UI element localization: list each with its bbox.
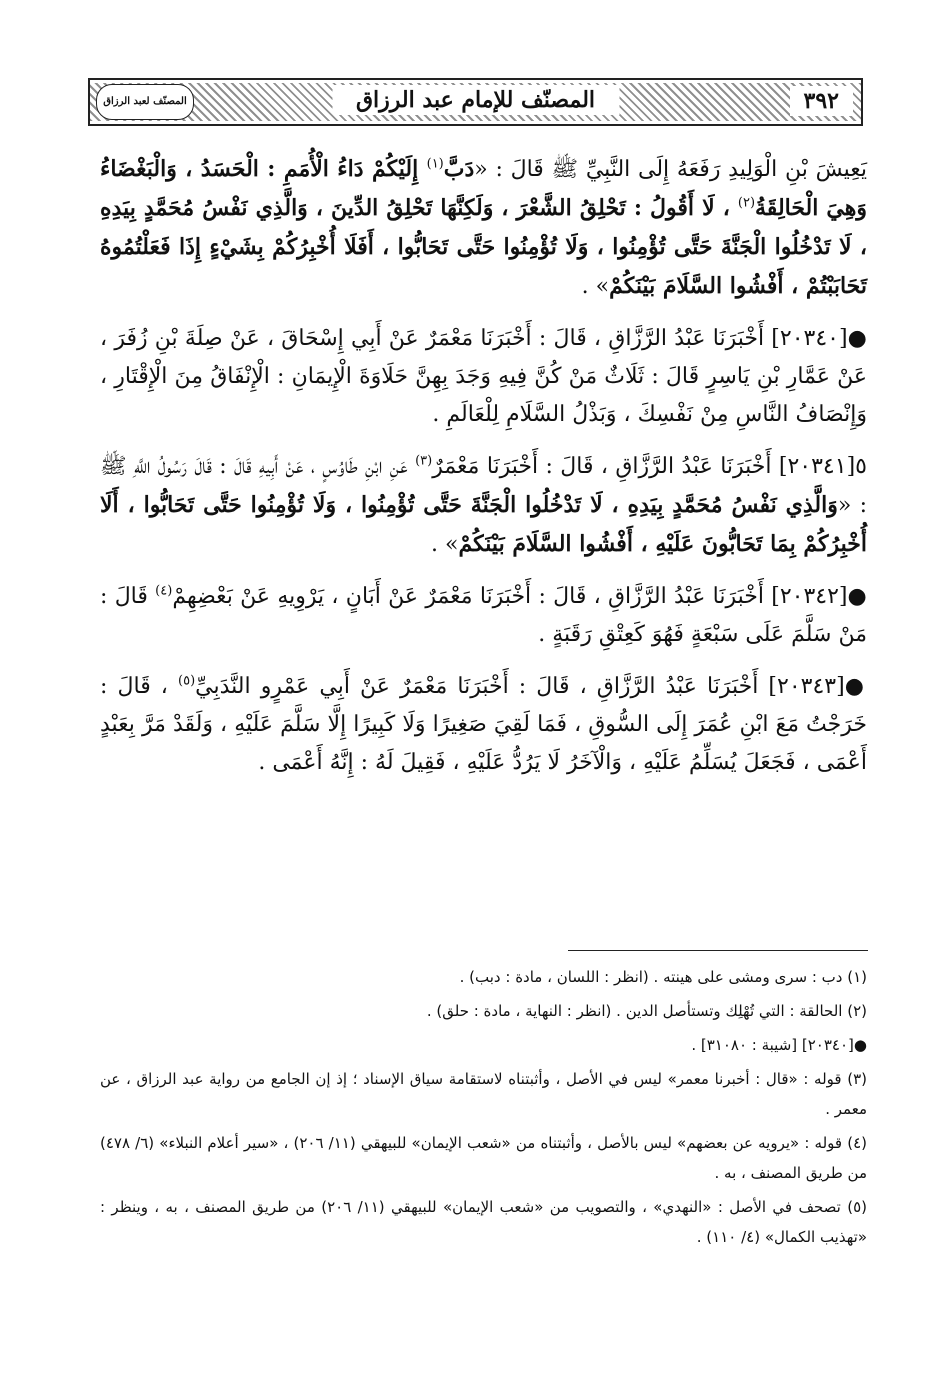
- hadith-20342: [100, 578, 867, 654]
- footnote: ●[٢٠٣٤٠] [شيبة : ٣١٠٨٠] .: [691, 1036, 867, 1054]
- hadith-end: » .: [431, 532, 459, 557]
- footnotes: [100, 962, 867, 1256]
- hadith-number: [٢٠٣٤٣]: [768, 674, 845, 699]
- hadith-20340: [100, 320, 867, 434]
- book-title: المصنّف للإمام عبد الرزاق: [332, 85, 619, 115]
- bullet-marker: ٥: [855, 454, 867, 479]
- intro-hadith-2: إِلَيْكُمْ دَاءُ الْأُمَمِ : الْحَسَدُ ، وَالْبَغْضَاءُ وَهِيَ الْحَالِقَةُ: [100, 156, 867, 221]
- hadith-text: قَالَ : مَنْ سَلَّمَ عَلَى سَبْعَةٍ فَهُوَ كَعِتْقِ رَقَبَةٍ .: [100, 584, 867, 647]
- footnote: (٤) قوله : «يرويه عن بعضهم» ليس بالأصل ، وأثبتناه من «شعب الإيمان» للبيهقي (١١/ ٢٠٦) ، «سير أعلام النبلاء» (٦/ ٤٧٨) من طريق المصنف ، به .: [100, 1134, 867, 1182]
- bullet-marker: ●: [847, 584, 867, 609]
- footnote: (٥) تصحف في الأصل : «النهدي» ، والتصويب من «شعب الإيمان» للبيهقي (١١/ ٢٠٦) من طريق المصنف ، به ، وينظر : «تهذيب الكمال» (٤/ ١١٠) .: [100, 1198, 867, 1246]
- hadith-chain-cont: عَنِ ابْنِ طَاوُسٍ ، عَنْ أَبِيهِ قَالَ : قَالَ رَسُولُ اللَّهِ ﷺ : «: [100, 454, 867, 518]
- footnote: (٣) قوله : «قال : أخبرنا معمر» ليس في الأصل ، وأثبتناه لاستقامة سياق الإسناد ؛ إذ إن الجامع من رواية عبد الرزاق ، عن معمر .: [100, 1070, 867, 1118]
- intro-hadith-3: ، لَا أَقُولُ : تَحْلِقُ الشَّعْرَ ، وَلَكِنَّهَا تَحْلِقُ الدِّينَ ، وَالَّذِي نَفْسُ مُحَمَّدٍ بِيَدِهِ ، لَا تَدْخُلُوا الْجَنَّةَ حَتَّى تُؤْمِنُوا ، وَلَا تُؤْمِنُوا حَتَّى تَحَابُّوا ، أَفَلَا أُخْبِرُكُمْ بِشَيْءٍ إِذَا فَعَلْتُمُوهُ تَحَابَبْتُمْ ، أَفْشُوا السَّلَامَ بَيْنَكُمْ: [100, 195, 867, 299]
- hadith-chain: أَخْبَرَنَا عَبْدُ الرَّزَّاقِ ، قَالَ : أَخْبَرَنَا مَعْمَرٌ عَنْ أَبَانٍ ، يَرْوِيهِ عَنْ بَعْضِهِمْ: [172, 584, 772, 609]
- hadith-20343: [100, 668, 867, 782]
- footnote: (١) دب : سرى ومشى على هينته . (انظر : اللسان ، مادة : دبب) .: [459, 968, 867, 986]
- hadith-quote: وَالَّذِي نَفْسُ مُحَمَّدٍ بِيَدِهِ ، لَا تَدْخُلُوا الْجَنَّةَ حَتَّى تُؤْمِنُوا ، وَلَا تُؤْمِنُوا حَتَّى تَحَابُّوا ، أَلَا أُخْبِرُكُمْ بِمَا تَحَابُّونَ عَلَيْهِ ، أَفْشُوا السَّلَامَ بَيْنَكُمْ: [100, 492, 867, 557]
- hadith-text: ، قَالَ : خَرَجْتُ مَعَ ابْنِ عُمَرَ إِلَى السُّوقِ ، فَمَا لَقِيَ صَغِيرًا وَلَا كَبِيرًا إِلَّا سَلَّمَ عَلَيْهِ ، وَلَقَدْ مَرَّ بِعَبْدٍ أَعْمَى ، فَجَعَلَ يُسَلِّمُ عَلَيْهِ ، وَالْآخَرُ لَا يَرُدُّ عَلَيْهِ ، فَقِيلَ لَهُ : إِنَّهُ أَعْمَى .: [100, 674, 867, 775]
- hadith-intro: [100, 150, 867, 306]
- bullet-marker: ●: [847, 326, 867, 351]
- page-header: [88, 78, 863, 126]
- footnote-ref-3[interactable]: (٣): [415, 453, 433, 469]
- footnote-ref-5[interactable]: (٥): [178, 673, 196, 689]
- hadith-number: [٢٠٣٤٠]: [771, 326, 848, 351]
- hadith-chain: أَخْبَرَنَا عَبْدُ الرَّزَّاقِ ، قَالَ : أَخْبَرَنَا مَعْمَرٌ: [432, 454, 779, 479]
- hadith-chain: أَخْبَرَنَا عَبْدُ الرَّزَّاقِ ، قَالَ : أَخْبَرَنَا مَعْمَرٌ عَنْ أَبِي عَمْرٍو النَّدَبِيِّ: [195, 674, 769, 699]
- hadith-number: [٢٠٣٤١]: [778, 454, 856, 479]
- hadith-text: أَخْبَرَنَا عَبْدُ الرَّزَّاقِ ، قَالَ : أَخْبَرَنَا مَعْمَرٌ عَنْ أَبِي إِسْحَاقَ ، عَنْ صِلَةَ بْنِ زُفَرَ ، عَنْ عَمَّارِ بْنِ يَاسِرٍ قَالَ : ثَلَاثٌ مَنْ كُنَّ فِيهِ وَجَدَ بِهِنَّ حَلَاوَةَ الْإِيمَانِ : الْإِنْفَاقُ مِنَ الْإِقْتَارِ ، وَإِنْصَافُ النَّاسِ مِنْ نَفْسِكَ ، وَبَذْلُ السَّلَامِ لِلْعَالَمِ .: [100, 326, 867, 427]
- intro-end: » .: [581, 274, 610, 299]
- main-text: [100, 150, 867, 796]
- footnote-separator: [568, 950, 868, 951]
- hadith-number: [٢٠٣٤٢]: [771, 584, 848, 609]
- footnote-ref-4[interactable]: (٤): [155, 583, 173, 599]
- intro-hadith-1: دَبَّ: [443, 156, 475, 182]
- footnote: (٢) الحالقة : التي تُهْلِك وتستأصل الدين . (انظر : النهاية ، مادة : حلق) .: [426, 1002, 867, 1020]
- bullet-marker: ●: [844, 674, 867, 699]
- footnote-ref-2[interactable]: (٢): [737, 195, 756, 211]
- hadith-20341: [100, 448, 867, 564]
- page-number: ٣٩٢: [790, 86, 853, 116]
- intro-chain: يَعِيشَ بْنِ الْوَلِيدِ رَفَعَهُ إِلَى النَّبِيِّ ﷺ قَالَ : «: [474, 157, 867, 182]
- publisher-seal: المصنّف لعبد الرزاق: [96, 84, 194, 120]
- footnote-ref-1[interactable]: (١): [426, 156, 444, 172]
